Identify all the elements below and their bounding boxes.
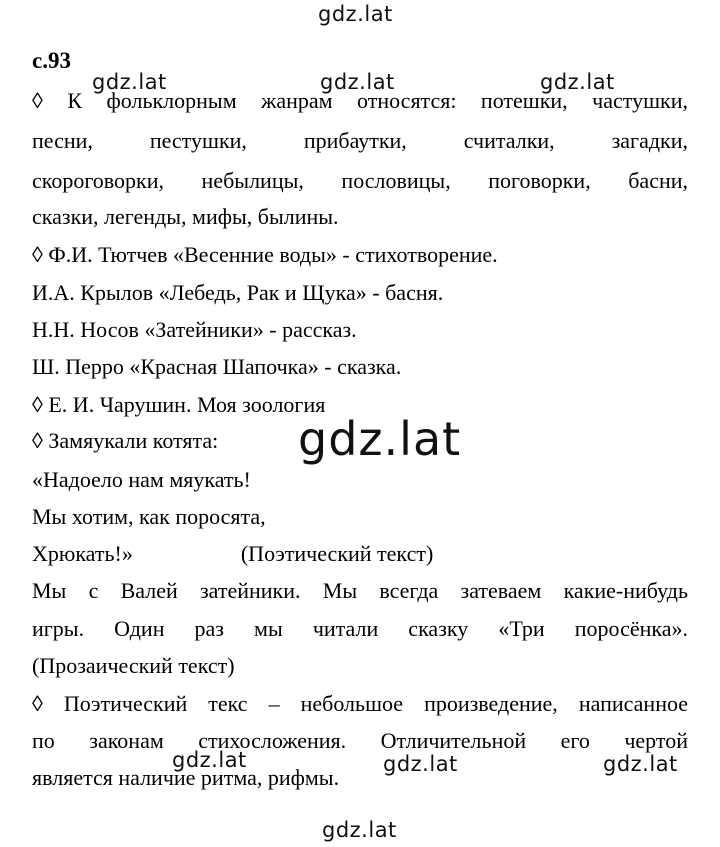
poem-last-line: Хрюкать!» xyxy=(32,541,133,566)
text-line: по законам стихосложения. Отличительной его чертой xyxy=(32,728,688,753)
watermark-center: gdz.lat xyxy=(298,412,462,466)
text-line: ◊ К фольклорным жанрам относятся: потешки, частушки, xyxy=(32,88,688,113)
text-line: является наличие ритма, рифмы. xyxy=(32,765,340,790)
text-line: Мы с Валей затейники. Мы всегда затеваем какие-нибудь xyxy=(32,578,688,603)
text-line: И.А. Крылов «Лебедь, Рак и Щука» - басня. xyxy=(32,280,444,305)
text-line: скороговорки, небылицы, пословицы, поговорки, басни, xyxy=(32,168,688,193)
text-line: Ш. Перро «Красная Шапочка» - сказка. xyxy=(32,354,402,379)
watermark-row1-mid: gdz.lat xyxy=(320,70,395,94)
text-line: Н.Н. Носов «Затейники» - рассказ. xyxy=(32,317,357,342)
watermark-row1-left: gdz.lat xyxy=(92,70,167,94)
watermark-top: gdz.lat xyxy=(318,2,393,26)
text-line: песни, пестушки, прибаутки, считалки, загадки, xyxy=(32,128,688,153)
text-line: (Прозаический текст) xyxy=(32,653,235,678)
text-line: Мы хотим, как поросята, xyxy=(32,504,266,529)
watermark-bottom: gdz.lat xyxy=(322,818,397,842)
text-line: ◊ Замяукали котята: xyxy=(32,428,219,453)
watermark-row2-right: gdz.lat xyxy=(603,752,678,776)
text-line: ◊ Ф.И. Тютчев «Весенние воды» - стихотворение. xyxy=(32,242,498,267)
text-line: ◊ Поэтический текс – небольшое произведение, написанное xyxy=(32,691,688,716)
watermark-row1-right: gdz.lat xyxy=(540,70,615,94)
page-label: с.93 xyxy=(32,48,71,73)
text-line: сказки, легенды, мифы, былины. xyxy=(32,204,339,229)
watermark-row2-mid: gdz.lat xyxy=(383,752,458,776)
text-line: «Надоело нам мяукать! xyxy=(32,467,251,492)
text-line: игры. Один раз мы читали сказку «Три поросёнка». xyxy=(32,616,688,641)
watermark-row2-left: gdz.lat xyxy=(172,748,247,772)
text-line: ◊ Е. И. Чарушин. Моя зоология xyxy=(32,392,326,417)
text-line-split xyxy=(32,541,688,567)
poetic-text-note: (Поэтический текст) xyxy=(240,541,434,566)
